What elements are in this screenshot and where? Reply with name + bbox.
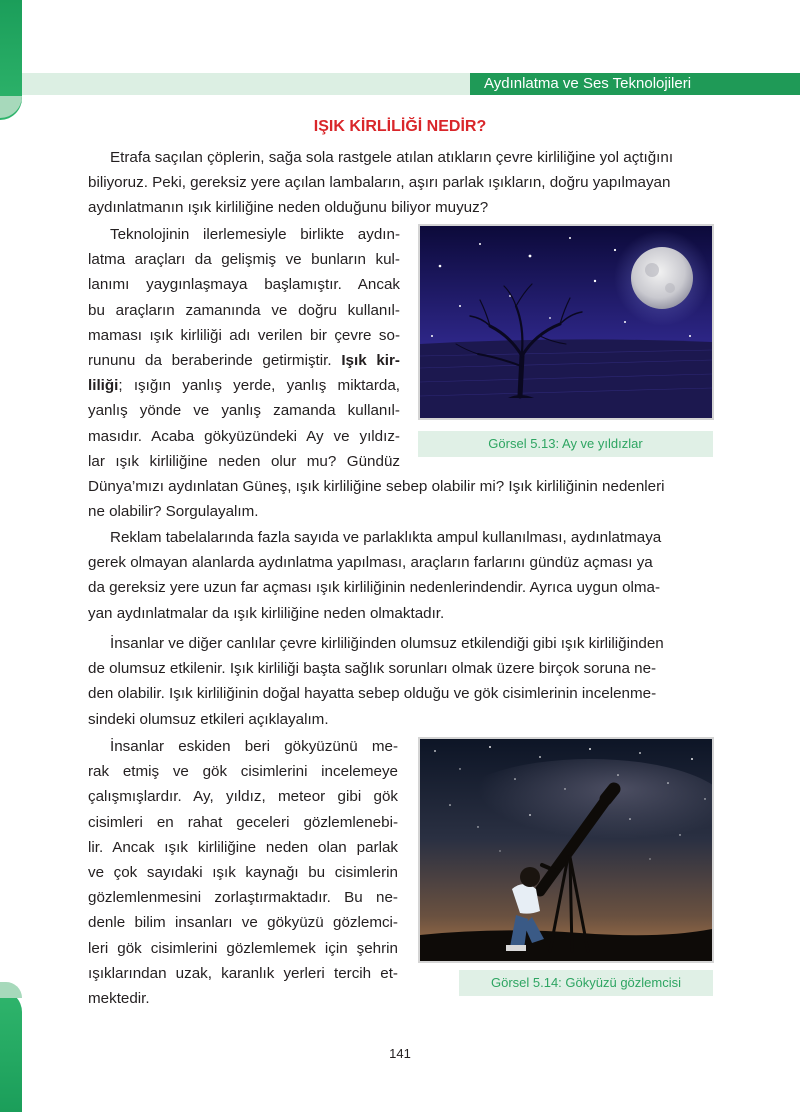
para-line: yanlış yönde ve yanlış zamanda kullanıl-: [88, 402, 400, 420]
para-line: denle bilim insanları ve gökyüzü gözlemci-: [88, 914, 398, 932]
para-line: Teknolojinin ilerlemesiyle birlikte aydın-: [110, 226, 400, 243]
para-line: da gereksiz yere uzun far açması ışık kirliliğinin nedenlerindendir. Ayrıca uygun olma-: [88, 579, 661, 597]
para-line: maması ışık kirliliği adı verilen bir çevre so-: [88, 326, 400, 344]
intro-paragraph: [88, 145, 713, 221]
para-line-text: ; ışığın yanlış yerde, yanlış miktarda,: [118, 377, 400, 395]
para-line: rak etmiş ve gök cisimlerini incelemeye: [88, 763, 398, 781]
para-line: gerek olmayan alanlarda aydınlatma yapılması, araçların farlarını gündüz açması ya: [88, 554, 653, 572]
moon-night-scene-image: [420, 226, 712, 418]
bold-term: Işık kir-: [341, 352, 400, 370]
para-line-text: rununu da beraberinde getirmiştir.: [88, 352, 332, 370]
para-line: lanımı yaygınlaşmaya başlamıştır. Ancak: [88, 276, 400, 294]
paragraph-effects: [88, 631, 713, 732]
para-line: lar ışık kirliliğine neden olur mu? Gündüz: [88, 452, 400, 470]
paragraph-sky-observation: [88, 734, 398, 1011]
para-line: Reklam tabelalarında fazla sayıda ve parlaklıkta ampul kullanılması, aydınlatmaya: [110, 529, 662, 546]
para-line: lir. Ancak ışık kirliliğine neden olan parlak: [88, 838, 398, 856]
para-line: Dünya’mızı aydınlatan Güneş, ışık kirliliğine sebep olabilir mi? Işık kirliliğinin nedenleri: [88, 478, 665, 495]
telescope-observer-image: [420, 739, 712, 961]
paragraph-light-pollution-definition: [88, 222, 400, 474]
para-line: gözlemlenmesini zorlaştırmaktadır. Bu ne-: [88, 889, 398, 907]
para-line: ışıklarından uzak, karanlık yerleri tercih et-: [88, 964, 398, 982]
paragraph-causes: [88, 525, 713, 626]
sky-observer-photo: [418, 737, 714, 963]
figure-caption-observer: Görsel 5.14: Gökyüzü gözlemcisi: [459, 970, 713, 996]
bold-term: liliği: [88, 377, 119, 395]
paragraph-continuation: [88, 474, 713, 524]
intro-line: biliyoruz. Peki, gereksiz yere açılan lambaların, aşırı parlak ışıkların, doğru yapılmayan: [88, 174, 671, 192]
para-line: mektedir.: [88, 990, 150, 1008]
para-line: yan aydınlatmalar da ışık kirliliğine neden olmaktadır.: [88, 604, 445, 622]
para-line: den olabilir. Işık kirliliğinin doğal hayatta sebep olduğu ve gök cisimlerinin incelenme-: [88, 685, 657, 703]
para-line: bu araçların zamanında ve doğru kullanıl-: [88, 301, 400, 319]
para-line: [88, 373, 400, 398]
page-number: 141: [389, 1046, 411, 1061]
section-title: IŞIK KİRLİLİĞİ NEDİR?: [313, 118, 487, 135]
para-line: leri gök cisimlerini gözlemlemek için şehrin: [88, 939, 398, 957]
para-line: sindeki olumsuz etkileri açıklayalım.: [88, 710, 329, 728]
moon-and-stars-photo: [418, 224, 714, 420]
intro-line: aydınlatmanın ışık kirliliğine neden olduğunu biliyor muyuz?: [88, 199, 489, 217]
para-line: cisimleri en rahat geceleri gözlemlenebi-: [88, 813, 398, 831]
para-line: [88, 348, 400, 373]
para-line: ne olabilir? Sorgulayalım.: [88, 503, 259, 521]
para-line: ve çok sayıdaki ışık kaynağı bu cisimlerin: [88, 864, 398, 882]
para-line: de olumsuz etkilenir. Işık kirliliği başta sağlık sorunları olmak üzere birçok soruna ne-: [88, 660, 657, 678]
para-line: latma araçları da gelişmiş ve bunların kul-: [88, 251, 400, 269]
para-line: masıdır. Acaba gökyüzündeki Ay ve yıldız-: [88, 427, 400, 445]
intro-line: Etrafa saçılan çöplerin, sağa sola rastgele atılan atıkların çevre kirliliğine yol açtığını: [110, 149, 674, 166]
para-line: çalışmışlardır. Ay, yıldız, meteor gibi gök: [88, 788, 398, 806]
para-line: İnsanlar eskiden beri gökyüzünü me-: [110, 738, 398, 755]
green-corner-decoration-top: [0, 0, 22, 120]
para-line: İnsanlar ve diğer canlılar çevre kirliliğinden olumsuz etkilendiği gibi ışık kirliliğinden: [110, 635, 664, 652]
figure-caption-moon: Görsel 5.13: Ay ve yıldızlar: [418, 431, 713, 457]
chapter-header-bar: [22, 73, 800, 95]
chapter-title: Aydınlatma ve Ses Teknolojileri: [470, 73, 800, 95]
